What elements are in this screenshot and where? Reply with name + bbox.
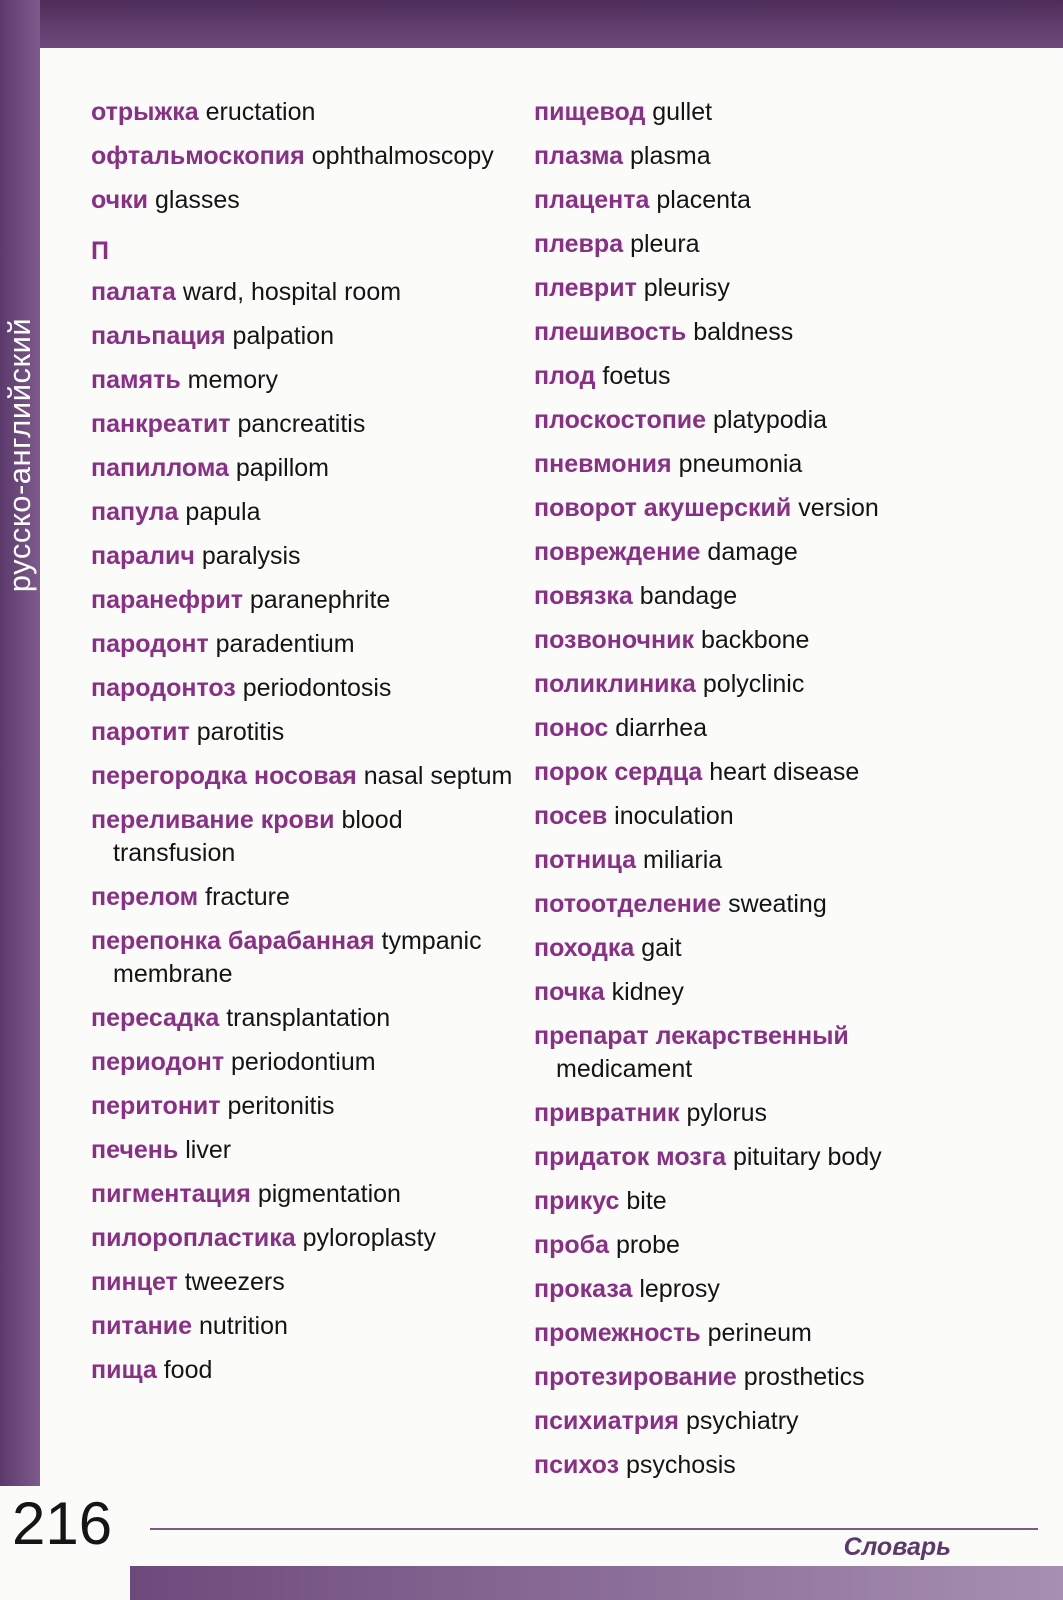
entry-russian: память xyxy=(91,366,181,394)
entry-english: plasma xyxy=(630,142,711,170)
entry-russian: переливание крови xyxy=(91,806,335,834)
entry-english: blood transfusion xyxy=(113,806,403,867)
entry-russian: папула xyxy=(91,498,179,526)
entry-english: probe xyxy=(615,1231,680,1259)
entry-english: placenta xyxy=(656,186,751,214)
entry-russian: плацента xyxy=(534,186,650,214)
dictionary-entry xyxy=(91,1354,521,1387)
dictionary-entry xyxy=(534,96,954,129)
entry-english: psychiatry xyxy=(685,1407,799,1435)
entry-russian: понос xyxy=(534,714,609,742)
entry-russian: плоскостопие xyxy=(534,406,707,434)
entry-russian: пересадка xyxy=(91,1004,220,1032)
entry-english: bite xyxy=(626,1187,667,1215)
dictionary-entry xyxy=(91,184,521,217)
entry-russian: периодонт xyxy=(91,1048,225,1076)
entry-russian: протезирование xyxy=(534,1363,737,1391)
entry-english: kidney xyxy=(611,978,684,1006)
dictionary-entry xyxy=(534,1097,954,1130)
dictionary-entry xyxy=(534,668,954,701)
dictionary-entry xyxy=(534,580,954,613)
dictionary-entry xyxy=(534,360,954,393)
dictionary-entry xyxy=(91,320,521,353)
right-column xyxy=(534,96,954,1493)
entry-english: sweating xyxy=(728,890,827,918)
dictionary-entry xyxy=(534,316,954,349)
entry-english: baldness xyxy=(693,318,794,346)
dictionary-entry xyxy=(534,1317,954,1350)
entry-russian: позвоночник xyxy=(534,626,695,654)
dictionary-entry xyxy=(534,228,954,261)
entry-russian: придаток мозга xyxy=(534,1143,727,1171)
entry-russian: пища xyxy=(91,1356,157,1384)
dictionary-entry xyxy=(91,760,521,793)
entry-russian: пилоропластика xyxy=(91,1224,296,1252)
entry-russian: психиатрия xyxy=(534,1407,680,1435)
dictionary-entry xyxy=(534,624,954,657)
entry-english: paranephrite xyxy=(249,586,391,614)
dictionary-entry xyxy=(534,272,954,305)
dictionary-entry xyxy=(534,1273,954,1306)
entry-english: leprosy xyxy=(639,1275,720,1303)
entry-russian: пародонт xyxy=(91,630,209,658)
entry-english: nasal septum xyxy=(363,762,513,790)
entry-russian: посев xyxy=(534,802,608,830)
dictionary-entry xyxy=(91,364,521,397)
entry-english: gait xyxy=(641,934,682,962)
dictionary-entry xyxy=(91,804,521,870)
entry-russian: плазма xyxy=(534,142,624,170)
dictionary-entry xyxy=(534,712,954,745)
entry-russian: пальпация xyxy=(91,322,226,350)
dictionary-entry xyxy=(91,1222,521,1255)
left-column xyxy=(91,96,521,1398)
entry-english: psychosis xyxy=(625,1451,736,1479)
dictionary-entry xyxy=(534,844,954,877)
dictionary-entry xyxy=(91,276,521,309)
entry-english: tweezers xyxy=(184,1268,285,1296)
dictionary-entry xyxy=(534,1141,954,1174)
entry-english: heart disease xyxy=(709,758,860,786)
dictionary-entry xyxy=(91,1134,521,1167)
entry-russian: потоотделение xyxy=(534,890,722,918)
entry-english: pigmentation xyxy=(257,1180,401,1208)
entry-english: memory xyxy=(187,366,278,394)
dictionary-entry xyxy=(91,1002,521,1035)
entry-english: diarrhea xyxy=(615,714,708,742)
dictionary-entry xyxy=(91,496,521,529)
dictionary-entry xyxy=(534,492,954,525)
dictionary-entry xyxy=(534,404,954,437)
entry-english: gullet xyxy=(652,98,713,126)
entry-english: papula xyxy=(185,498,261,526)
entry-english: tympanic membrane xyxy=(113,927,482,988)
entry-russian: плевра xyxy=(534,230,624,258)
entry-english: food xyxy=(163,1356,213,1384)
top-band xyxy=(0,0,1063,48)
dictionary-entry xyxy=(91,1090,521,1123)
entry-russian: панкреатит xyxy=(91,410,231,438)
entry-english: liver xyxy=(185,1136,232,1164)
dictionary-entry xyxy=(534,1185,954,1218)
entry-russian: перитонит xyxy=(91,1092,221,1120)
dictionary-entry xyxy=(534,536,954,569)
entry-english: periodontium xyxy=(231,1048,376,1076)
dictionary-entry xyxy=(534,448,954,481)
dictionary-entry xyxy=(534,800,954,833)
entry-russian: питание xyxy=(91,1312,192,1340)
entry-russian: повреждение xyxy=(534,538,701,566)
entry-english: ophthalmoscopy xyxy=(311,142,494,170)
entry-english: papillom xyxy=(235,454,329,482)
dictionary-entry xyxy=(534,140,954,173)
entry-russian: пинцет xyxy=(91,1268,178,1296)
entry-russian: палата xyxy=(91,278,176,306)
dictionary-entry xyxy=(534,756,954,789)
entry-russian: печень xyxy=(91,1136,179,1164)
entry-russian: проказа xyxy=(534,1275,633,1303)
entry-english: fracture xyxy=(205,883,290,911)
entry-russian: очки xyxy=(91,186,149,214)
entry-russian: прикус xyxy=(534,1187,620,1215)
entry-russian: офтальмоскопия xyxy=(91,142,305,170)
dictionary-entry xyxy=(534,184,954,217)
dictionary-entry xyxy=(91,672,521,705)
dictionary-entry xyxy=(91,96,521,129)
entry-english: pylorus xyxy=(686,1099,768,1127)
section-tab-label: русско-английский xyxy=(2,317,38,593)
dictionary-entry xyxy=(534,1361,954,1394)
entry-english: paralysis xyxy=(201,542,301,570)
entry-english: ward, hospital room xyxy=(182,278,402,306)
running-head: Словарь xyxy=(843,1533,951,1561)
dictionary-entry xyxy=(91,452,521,485)
dictionary-entry xyxy=(534,888,954,921)
dictionary-entry xyxy=(91,925,521,991)
section-letter: П xyxy=(91,237,109,265)
entry-english: perineum xyxy=(707,1319,812,1347)
entry-russian: паротит xyxy=(91,718,190,746)
entry-russian: промежность xyxy=(534,1319,701,1347)
dictionary-entry xyxy=(91,140,521,173)
entry-english: pyloroplasty xyxy=(302,1224,437,1252)
entry-russian: психоз xyxy=(534,1451,620,1479)
entry-english: pleurisy xyxy=(643,274,730,302)
entry-russian: плешивость xyxy=(534,318,687,346)
entry-russian: плеврит xyxy=(534,274,637,302)
entry-english: miliaria xyxy=(643,846,723,874)
entry-russian: папиллома xyxy=(91,454,229,482)
entry-russian: привратник xyxy=(534,1099,680,1127)
section-tab xyxy=(0,0,40,1486)
entry-english: periodontosis xyxy=(242,674,392,702)
page-number: 216 xyxy=(12,1490,113,1557)
dictionary-entry xyxy=(91,1178,521,1211)
dictionary-entry xyxy=(534,1449,954,1482)
entry-english: bandage xyxy=(639,582,738,610)
entry-russian: перегородка носовая xyxy=(91,762,357,790)
dictionary-entry xyxy=(91,1266,521,1299)
entry-english: nutrition xyxy=(198,1312,288,1340)
dictionary-entry xyxy=(534,976,954,1009)
dictionary-entry xyxy=(534,1405,954,1438)
entry-english: polyclinic xyxy=(702,670,805,698)
entry-russian: пигментация xyxy=(91,1180,251,1208)
entry-russian: перелом xyxy=(91,883,199,911)
dictionary-entry xyxy=(534,1020,954,1086)
entry-russian: пневмония xyxy=(534,450,672,478)
entry-russian: порок сердца xyxy=(534,758,703,786)
entry-english: palpation xyxy=(232,322,335,350)
section-tab-label-wrap xyxy=(3,290,37,620)
entry-english: peritonitis xyxy=(227,1092,335,1120)
entry-russian: потница xyxy=(534,846,637,874)
dictionary-entry xyxy=(91,881,521,914)
dictionary-entry xyxy=(534,1229,954,1262)
entry-english: platypodia xyxy=(713,406,828,434)
dictionary-entry xyxy=(91,584,521,617)
entry-english: inoculation xyxy=(614,802,734,830)
entry-russian: препарат лекарственный xyxy=(534,1022,849,1050)
entry-english: transplantation xyxy=(226,1004,391,1032)
entry-russian: поворот акушерский xyxy=(534,494,792,522)
entry-russian: повязка xyxy=(534,582,633,610)
bottom-band xyxy=(130,1566,1063,1600)
entry-english: glasses xyxy=(155,186,240,214)
entry-russian: проба xyxy=(534,1231,609,1259)
entry-english: backbone xyxy=(700,626,810,654)
entry-english: pancreatitis xyxy=(237,410,366,438)
entry-english: pituitary body xyxy=(732,1143,882,1171)
entry-russian: пищевод xyxy=(534,98,646,126)
entry-russian: паралич xyxy=(91,542,195,570)
entry-russian: поликлиника xyxy=(534,670,696,698)
entry-english: parotitis xyxy=(196,718,285,746)
entry-english: damage xyxy=(707,538,798,566)
entry-english: foetus xyxy=(602,362,671,390)
entry-russian: паранефрит xyxy=(91,586,243,614)
entry-english: eructation xyxy=(205,98,316,126)
dictionary-entry xyxy=(91,408,521,441)
footer-divider xyxy=(150,1528,1038,1530)
entry-russian: перепонка барабанная xyxy=(91,927,375,955)
entry-english: paradentium xyxy=(215,630,355,658)
dictionary-entry xyxy=(91,540,521,573)
entry-russian: отрыжка xyxy=(91,98,199,126)
entry-russian: почка xyxy=(534,978,605,1006)
dictionary-entry xyxy=(534,932,954,965)
entry-english: medicament xyxy=(556,1055,693,1083)
entry-russian: пародонтоз xyxy=(91,674,236,702)
dictionary-entry xyxy=(91,716,521,749)
entry-russian: плод xyxy=(534,362,596,390)
entry-russian: походка xyxy=(534,934,635,962)
dictionary-entry xyxy=(91,628,521,661)
entry-english: pleura xyxy=(630,230,700,258)
dictionary-entry xyxy=(91,1310,521,1343)
entry-english: prosthetics xyxy=(743,1363,865,1391)
entry-english: version xyxy=(798,494,879,522)
entry-english: pneumonia xyxy=(678,450,803,478)
dictionary-entry xyxy=(91,1046,521,1079)
